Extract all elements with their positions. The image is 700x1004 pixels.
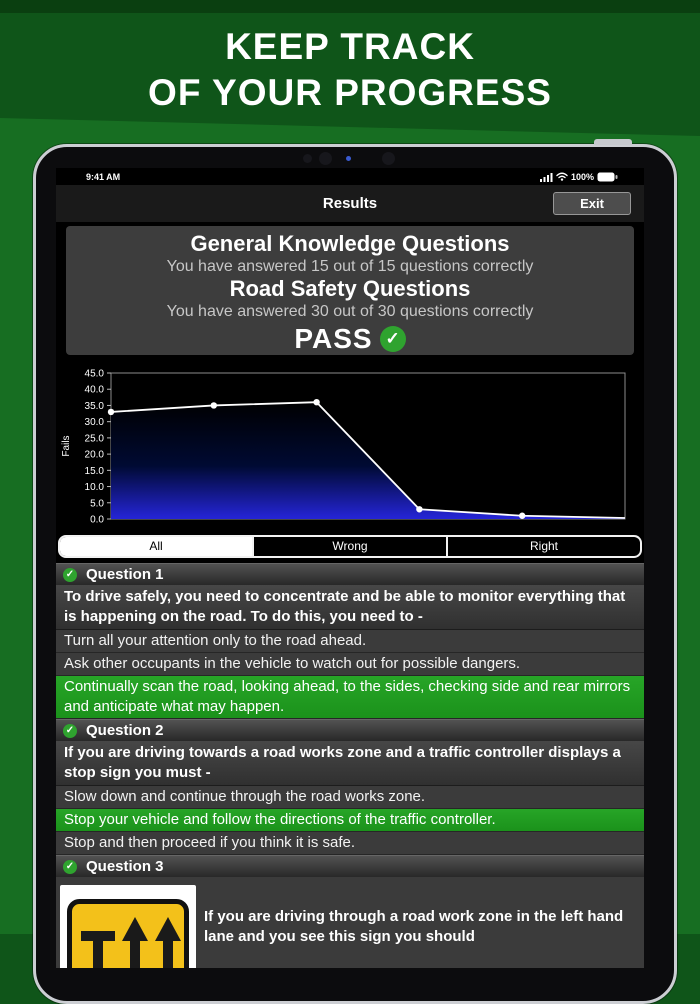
- question-text: If you are driving through a road work zone in the left hand lane and you see this sign you should: [204, 908, 624, 945]
- answer-row-correct: Continually scan the road, looking ahead, to the sides, checking side and rear mirrors and anticipate what may happen.: [56, 676, 644, 719]
- app-screen: [56, 168, 644, 968]
- section-score-general-knowledge: You have answered 15 out of 15 questions correctly: [166, 258, 534, 275]
- section-score-road-safety: You have answered 30 out of 30 questions correctly: [166, 303, 534, 320]
- battery-percent: 100%: [570, 171, 594, 182]
- questions-list[interactable]: [56, 563, 644, 968]
- answer-row: Slow down and continue through the road works zone.: [56, 786, 644, 809]
- svg-text:15.0: 15.0: [84, 465, 104, 477]
- svg-text:Fails: Fails: [61, 435, 72, 457]
- status-bar: [56, 168, 644, 185]
- front-camera: [319, 152, 332, 165]
- segmented-control-filter: [58, 535, 642, 558]
- sign-image-card: [60, 885, 196, 968]
- nav-bar: [56, 185, 644, 222]
- fails-chart-svg: [56, 360, 644, 530]
- svg-text:35.0: 35.0: [84, 400, 104, 412]
- svg-text:30.0: 30.0: [84, 417, 104, 429]
- svg-text:20.0: 20.0: [84, 449, 104, 461]
- exit-button[interactable]: Exit: [553, 192, 631, 215]
- svg-text:5.0: 5.0: [90, 498, 104, 510]
- filter-tab-all[interactable]: All: [60, 537, 252, 556]
- svg-text:10.0: 10.0: [84, 482, 104, 494]
- ipad-device-frame: [33, 144, 677, 1004]
- results-summary-panel: [66, 226, 634, 355]
- pass-check-icon: ✓: [380, 326, 406, 352]
- check-icon: ✓: [63, 860, 77, 874]
- question-header: [56, 855, 644, 877]
- status-time: 9:41 AM: [86, 172, 121, 182]
- wifi-icon: [556, 172, 568, 181]
- answer-row: Ask other occupants in the vehicle to watch out for possible dangers.: [56, 653, 644, 676]
- question-header: [56, 563, 644, 585]
- filter-tab-wrong[interactable]: Wrong: [252, 537, 446, 556]
- hero-title-line1: KEEP TRACK: [225, 26, 475, 67]
- hero-title: [0, 24, 700, 116]
- section-title-general-knowledge: General Knowledge Questions: [190, 231, 510, 256]
- pass-label: PASS: [294, 323, 373, 354]
- question-header-label: Question 1: [86, 566, 164, 583]
- question-text: If you are driving towards a road works zone and a traffic controller displays a stop sign you must -: [56, 741, 644, 786]
- pass-verdict: [66, 324, 634, 354]
- filter-tab-right[interactable]: Right: [446, 537, 640, 556]
- svg-text:40.0: 40.0: [84, 384, 104, 396]
- signal-bars-icon: [540, 172, 553, 182]
- svg-text:45.0: 45.0: [84, 368, 104, 380]
- check-icon: ✓: [63, 568, 77, 582]
- answer-row-correct: Stop your vehicle and follow the directions of the traffic controller.: [56, 809, 644, 832]
- question-image-row: [56, 877, 644, 968]
- page-title: Results: [322, 195, 378, 212]
- camera-indicator-dot: [346, 156, 351, 161]
- svg-text:25.0: 25.0: [84, 433, 104, 445]
- svg-text:0.0: 0.0: [90, 514, 104, 526]
- question-header-label: Question 3: [86, 858, 164, 875]
- question-header-label: Question 2: [86, 722, 164, 739]
- section-title-road-safety: Road Safety Questions: [229, 276, 471, 301]
- answer-row: Turn all your attention only to the road ahead.: [56, 630, 644, 653]
- battery-icon: [597, 172, 618, 182]
- ipad-power-button: [594, 139, 632, 145]
- hero-top-strip: [0, 0, 700, 13]
- question-text: To drive safely, you need to concentrate and be able to monitor everything that is happening on the road. To do this, you need to -: [56, 585, 644, 630]
- status-icons: [540, 171, 618, 182]
- check-icon: ✓: [63, 724, 77, 738]
- question-header: [56, 719, 644, 741]
- front-sensor: [382, 152, 395, 165]
- fails-history-chart: [56, 360, 644, 530]
- answer-row: Stop and then proceed if you think it is safe.: [56, 832, 644, 855]
- front-sensor-dot: [303, 154, 312, 163]
- hero-title-line2: OF YOUR PROGRESS: [148, 72, 552, 113]
